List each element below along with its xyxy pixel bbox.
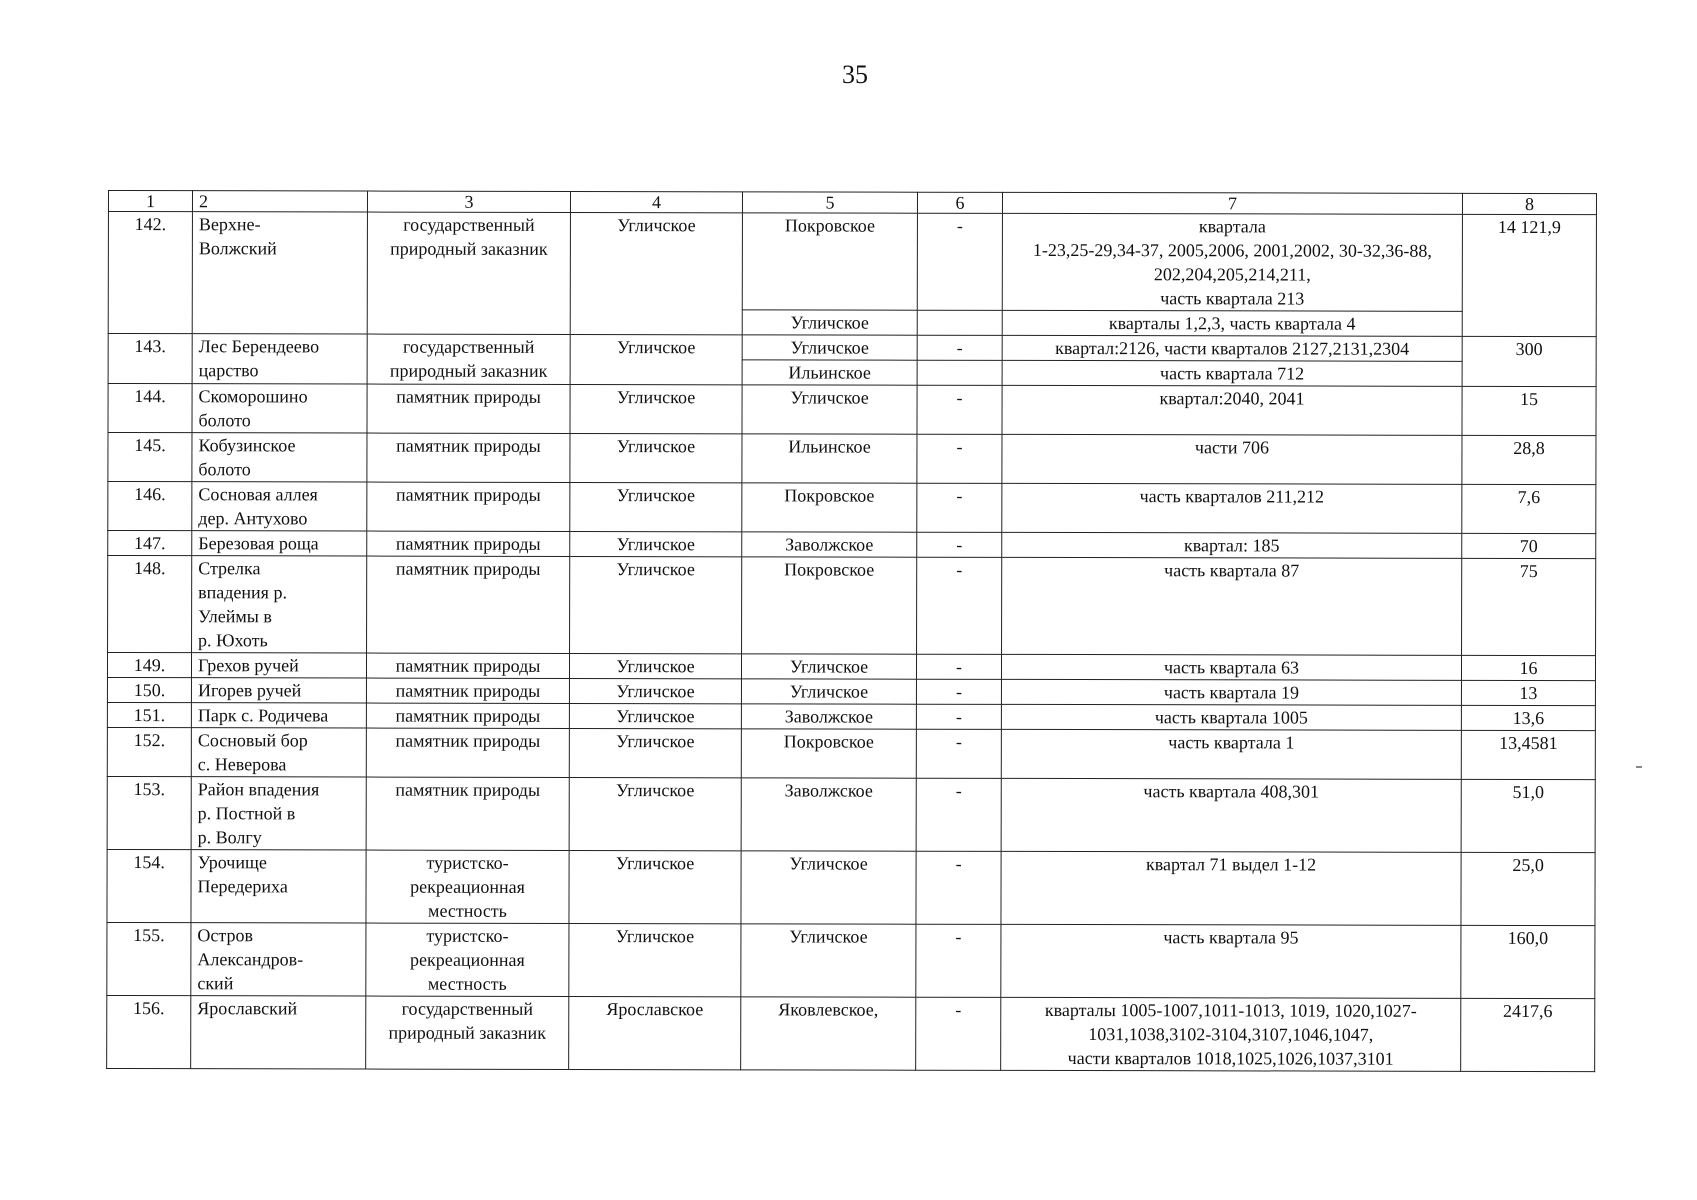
protected-areas-table — [106, 190, 1597, 1072]
area-name: Ярославский — [191, 996, 366, 1069]
district-name: Угличское — [570, 334, 742, 384]
forestry-name: Покровское — [742, 557, 917, 654]
area-category: памятник природы — [367, 531, 570, 556]
district-name: Угличское — [570, 482, 742, 531]
row-number: 146. — [108, 482, 192, 531]
area-hectares: 2417,6 — [1461, 998, 1595, 1071]
forestry-name: Покровское — [742, 483, 917, 532]
forestry-name: Заволжское — [742, 532, 917, 557]
forestry-name: Угличское — [741, 851, 916, 924]
district-name: Угличское — [570, 531, 742, 556]
area-hectares: 7,6 — [1462, 484, 1596, 533]
table-row — [108, 482, 1596, 534]
table-row — [107, 995, 1595, 1071]
row-number: 153. — [107, 776, 191, 849]
column-number-1: 1 — [108, 191, 192, 212]
quarters-list: часть квартала 712 — [1002, 360, 1462, 386]
column-6-value: - — [916, 729, 1001, 778]
area-hectares: 28,8 — [1462, 435, 1596, 484]
quarters-list: часть квартала 95 — [1001, 924, 1461, 998]
area-name: Березовая роща — [192, 531, 367, 556]
row-number: 148. — [108, 556, 192, 653]
area-name: Парк с. Родичева — [191, 703, 366, 728]
district-name: Угличское — [569, 678, 741, 703]
quarters-list: часть кварталов 211,212 — [1002, 483, 1462, 533]
table-row — [107, 922, 1595, 998]
area-name: Урочище Передериха — [191, 850, 366, 923]
forestry-name: Угличское — [742, 335, 917, 360]
area-category: памятник природы — [367, 384, 570, 433]
area-category: государственный природный заказник — [367, 212, 570, 334]
district-name: Угличское — [569, 703, 741, 728]
area-hectares: 70 — [1462, 533, 1596, 558]
table-row — [108, 212, 1596, 312]
column-6-value: - — [916, 654, 1001, 679]
table-row — [107, 776, 1595, 852]
quarters-list: часть квартала 1 — [1001, 729, 1461, 779]
column-number-8: 8 — [1462, 193, 1596, 214]
quarters-list: квартал: 185 — [1002, 532, 1462, 558]
quarters-list: часть квартала 408,301 — [1001, 778, 1461, 852]
quarters-list: часть квартала 19 — [1001, 679, 1461, 705]
table-row — [107, 678, 1595, 706]
column-6-value: - — [916, 924, 1001, 997]
quarters-list: часть квартала 87 — [1002, 557, 1462, 655]
forestry-name: Угличское — [742, 310, 917, 335]
forestry-name: Угличское — [741, 654, 916, 679]
column-6-value — [917, 360, 1002, 385]
column-number-5: 5 — [742, 192, 917, 213]
area-name: Верхне- Волжский — [192, 212, 367, 334]
forestry-name: Ильинское — [742, 360, 917, 385]
area-hectares: 15 — [1462, 386, 1596, 435]
column-number-3: 3 — [367, 191, 570, 212]
area-name: Грехов ручей — [191, 653, 366, 678]
page-number: 35 — [842, 60, 868, 89]
column-number-4: 4 — [570, 191, 742, 212]
column-number-7: 7 — [1002, 192, 1462, 214]
column-number-6: 6 — [917, 192, 1002, 213]
quarters-list: части 706 — [1002, 434, 1462, 484]
column-6-value: - — [917, 335, 1002, 360]
quarters-list: квартала 1-23,25-29,34-37, 2005,2006, 2001,2002, 30-32,36-88, 202,204,205,214,211, часть квартала 213 — [1002, 213, 1462, 311]
area-category: государственный природный заказник — [366, 996, 569, 1069]
area-category: памятник природы — [366, 728, 569, 777]
row-number: 147. — [108, 531, 192, 556]
quarters-list: часть квартала 63 — [1001, 654, 1461, 680]
area-category: памятник природы — [367, 482, 570, 531]
area-hectares: 75 — [1462, 558, 1596, 655]
table-row — [108, 334, 1596, 362]
area-category: туристско- рекреационная местность — [366, 850, 569, 923]
row-number: 149. — [107, 653, 191, 678]
row-number: 142. — [108, 212, 192, 334]
area-hectares: 160,0 — [1461, 925, 1595, 998]
area-name: Скоморошино болото — [192, 384, 367, 433]
area-hectares: 300 — [1462, 336, 1596, 386]
district-name: Угличское — [569, 923, 741, 996]
quarters-list: кварталы 1005-1007,1011-1013, 1019, 1020,1027-1031,1038,3102-3104,3107,1046,1047, части кварталов 1018,1025,1026,1037,3101 — [1001, 997, 1461, 1071]
district-name: Угличское — [570, 433, 742, 482]
area-name: Сосновый бор с. Неверова — [191, 728, 366, 777]
forestry-name: Угличское — [741, 924, 916, 997]
area-name: Район впадения р. Постной в р. Волгу — [191, 777, 366, 850]
column-6-value: - — [917, 557, 1002, 654]
table-body — [107, 212, 1597, 1072]
row-number: 151. — [107, 702, 191, 727]
quarters-list: квартал:2126, части кварталов 2127,2131,2304 — [1002, 335, 1462, 361]
area-name: Сосновая аллея дер. Антухово — [192, 482, 367, 531]
area-category: памятник природы — [366, 703, 569, 728]
area-hectares: 25,0 — [1461, 852, 1595, 925]
area-category: туристско- рекреационная местность — [366, 923, 569, 996]
district-name: Угличское — [570, 384, 742, 433]
row-number: 155. — [107, 922, 191, 995]
forestry-name: Ильинское — [742, 434, 917, 483]
area-name: Игорев ручей — [191, 678, 366, 703]
area-hectares: 13,4581 — [1461, 730, 1595, 779]
row-number: 144. — [108, 384, 192, 433]
row-number: 154. — [107, 849, 191, 922]
column-6-value: - — [916, 851, 1001, 924]
quarters-list: квартал:2040, 2041 — [1002, 385, 1462, 435]
area-category: памятник природы — [366, 678, 569, 703]
row-number: 156. — [107, 995, 191, 1068]
forestry-name: Покровское — [741, 729, 916, 778]
forestry-name: Яковлевское, — [741, 997, 916, 1070]
table-row — [107, 702, 1595, 730]
column-6-value — [917, 310, 1002, 335]
area-category: памятник природы — [366, 653, 569, 678]
area-category: памятник природы — [367, 556, 570, 653]
table-row — [107, 727, 1595, 779]
area-name: Лес Берендеево царство — [192, 334, 367, 384]
table-row — [108, 531, 1596, 559]
table-row — [108, 384, 1596, 436]
district-name: Угличское — [569, 777, 741, 850]
area-name: Стрелка впадения р. Улеймы в р. Юхоть — [192, 556, 367, 653]
column-6-value: - — [917, 434, 1002, 483]
district-name: Угличское — [570, 212, 742, 334]
table-row — [107, 653, 1595, 681]
area-hectares: 16 — [1461, 655, 1595, 680]
district-name: Ярославское — [569, 996, 741, 1069]
area-hectares: 14 121,9 — [1462, 214, 1596, 336]
column-6-value: - — [916, 778, 1001, 851]
quarters-list: квартал 71 выдел 1-12 — [1001, 851, 1461, 925]
area-name: Остров Александров- ский — [191, 923, 366, 996]
area-hectares: 51,0 — [1461, 779, 1595, 852]
row-number: 145. — [108, 433, 192, 482]
forestry-name: Угличское — [741, 679, 916, 704]
table-row — [108, 556, 1596, 656]
column-number-2: 2 — [192, 191, 367, 212]
column-6-value: - — [916, 679, 1001, 704]
area-name: Кобузинское болото — [192, 433, 367, 482]
area-hectares: 13 — [1461, 680, 1595, 705]
column-6-value: - — [917, 213, 1002, 310]
row-number: 150. — [107, 678, 191, 703]
area-category: памятник природы — [367, 433, 570, 482]
forestry-name: Угличское — [742, 385, 917, 434]
district-name: Угличское — [569, 653, 741, 678]
forestry-name: Заволжское — [741, 704, 916, 729]
row-number: 143. — [108, 334, 192, 384]
district-name: Угличское — [569, 728, 741, 777]
area-hectares: 13,6 — [1461, 705, 1595, 730]
row-number: 152. — [107, 727, 191, 776]
column-6-value: - — [916, 704, 1001, 729]
table-row — [108, 433, 1596, 485]
district-name: Угличское — [570, 556, 742, 653]
column-6-value: - — [917, 385, 1002, 434]
area-category: памятник природы — [366, 777, 569, 850]
area-category: государственный природный заказник — [367, 334, 570, 384]
column-6-value: - — [917, 483, 1002, 532]
quarters-list: кварталы 1,2,3, часть квартала 4 — [1002, 310, 1462, 336]
column-6-value: - — [917, 532, 1002, 557]
forestry-name: Заволжское — [741, 778, 916, 851]
column-6-value: - — [916, 997, 1001, 1070]
quarters-list: часть квартала 1005 — [1001, 704, 1461, 730]
district-name: Угличское — [569, 850, 741, 923]
table-row — [107, 849, 1595, 925]
scan-mark — [1636, 766, 1642, 768]
forestry-name: Покровское — [742, 213, 917, 310]
